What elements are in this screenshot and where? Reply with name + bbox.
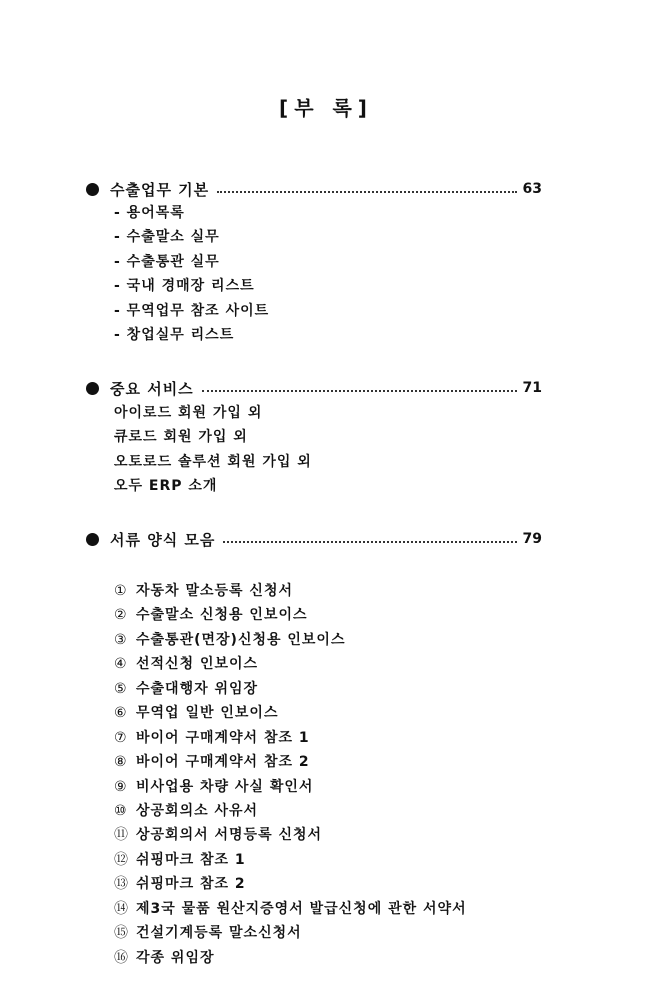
section-page-number: 79 — [522, 531, 542, 547]
item-text: 무역업 일반 인보이스 — [136, 705, 279, 722]
list-item: 아이로드 회원 가입 외 — [114, 405, 263, 421]
list-item: - 수출말소 실무 — [114, 229, 220, 246]
dot-leader — [202, 390, 517, 392]
list-item: 큐로드 회원 가입 외 — [114, 429, 248, 446]
item-number: ⑮ — [114, 925, 129, 942]
list-item — [114, 775, 467, 799]
item-number: ② — [114, 607, 128, 624]
item-number: ⑩ — [114, 802, 128, 819]
item-text: 수출대행자 위임장 — [136, 680, 259, 697]
item-number: ⑧ — [114, 754, 128, 771]
list-item — [114, 628, 467, 652]
item-number: ⑯ — [114, 949, 129, 966]
bullet-icon — [86, 533, 99, 546]
page-title: [부 록] — [279, 96, 373, 120]
list-item: - 무역업무 참조 사이트 — [114, 302, 270, 319]
list-item — [114, 726, 467, 750]
item-text: 바이어 구매계약서 참조 1 — [136, 729, 310, 746]
list-item — [114, 652, 467, 676]
item-number: ④ — [114, 656, 128, 673]
list-item — [114, 750, 467, 774]
list-item — [114, 579, 467, 603]
list-item: - 국내 경매장 리스트 — [114, 278, 255, 295]
item-text: 상공회의서 서명등록 신청서 — [136, 827, 323, 844]
list-item — [114, 872, 467, 896]
section-heading-document-forms — [86, 528, 542, 550]
list-item — [114, 897, 467, 921]
list-item — [114, 603, 467, 627]
list-item: - 창업실무 리스트 — [114, 326, 235, 343]
section-title: 서류 양식 모음 — [110, 530, 216, 549]
dot-leader — [217, 191, 516, 193]
item-number: ⑪ — [114, 827, 129, 844]
section-item-list — [114, 401, 312, 499]
section-page-number: 63 — [522, 181, 542, 197]
form-list — [114, 579, 467, 970]
item-number: ① — [114, 583, 128, 599]
list-item — [114, 823, 467, 847]
list-item — [114, 946, 467, 970]
item-text: 수출말소 신청용 인보이스 — [136, 607, 308, 624]
list-item — [114, 701, 467, 725]
item-number: ⑬ — [114, 876, 129, 893]
section-heading-key-services — [86, 377, 542, 399]
item-number: ③ — [114, 631, 128, 648]
item-text: 비사업용 차량 사실 확인서 — [136, 778, 314, 795]
section-heading-export-basics — [86, 178, 542, 200]
section-title: 중요 서비스 — [110, 379, 194, 398]
bullet-icon — [86, 183, 99, 196]
item-text: 선적신청 인보이스 — [136, 656, 259, 673]
item-number: ⑨ — [114, 778, 128, 795]
item-text: 제3국 물품 원산지증영서 발급신청에 관한 서약서 — [136, 900, 467, 917]
item-number: ⑭ — [114, 900, 129, 917]
item-text: 수출통관(면장)신청용 인보이스 — [136, 631, 346, 648]
list-item: 오두 ERP 소개 — [114, 478, 218, 495]
list-item — [114, 799, 467, 823]
item-number: ⑦ — [114, 729, 128, 746]
item-text: 각종 위임장 — [136, 949, 215, 966]
bullet-icon — [86, 382, 99, 395]
item-number: ⑫ — [114, 851, 129, 868]
item-number: ⑥ — [114, 705, 128, 722]
list-item: 오토로드 솔루션 회원 가입 외 — [114, 453, 312, 470]
item-text: 쉬핑마크 참조 1 — [136, 851, 246, 868]
item-text: 상공회의소 사유서 — [136, 802, 259, 819]
list-item — [114, 848, 467, 872]
section-title: 수출업무 기본 — [110, 180, 210, 199]
list-item — [114, 677, 467, 701]
item-number: ⑤ — [114, 680, 128, 697]
list-item: - 용어목록 — [114, 205, 185, 221]
section-item-list — [114, 201, 269, 347]
item-text: 쉬핑마크 참조 2 — [136, 876, 246, 893]
section-page-number: 71 — [522, 380, 542, 396]
item-text: 건설기계등록 말소신청서 — [136, 925, 302, 942]
item-text: 자동차 말소등록 신청서 — [136, 583, 293, 599]
list-item — [114, 921, 467, 945]
list-item: - 수출통관 실무 — [114, 253, 220, 270]
item-text: 바이어 구매계약서 참조 2 — [136, 754, 310, 771]
dot-leader — [223, 541, 516, 543]
